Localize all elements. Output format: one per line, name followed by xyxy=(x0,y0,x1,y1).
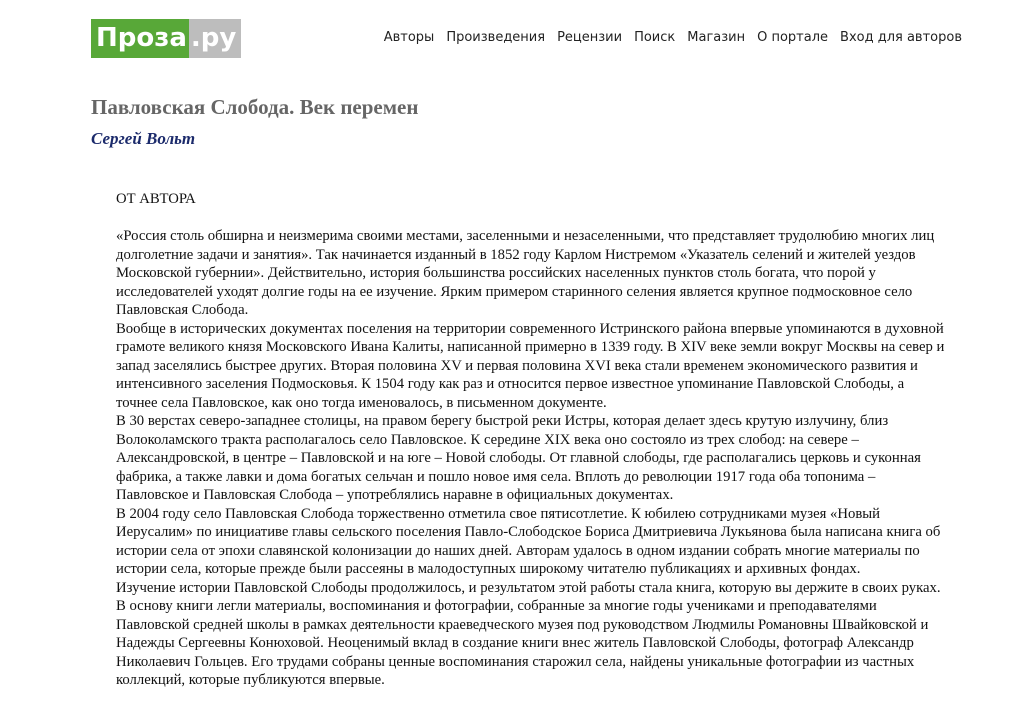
logo-main-text: Проза xyxy=(91,19,189,58)
author-link[interactable]: Сергей Вольт xyxy=(91,129,196,148)
text-heading: ОТ АВТОРА xyxy=(116,191,196,207)
work-text xyxy=(116,190,948,690)
text-paragraph: Вообще в исторических документах поселения на территории современного Истринского района впервые упоминаются в духовной грамоте великого князя Московского Ивана Калиты, написанной примерно в 1339 году. В XIV веке земли вокруг Москвы на север и запад заселялись быстрее других. Вторая половина XV и первая половина XVI века стали временем экономического развития и интенсивного заселения Подмосковья. К 1504 году как раз и относится первое известное упоминание Павловской Слободы, а точнее села Павловское, как оно тогда именовалось, в письменном документе. xyxy=(116,320,945,411)
nav-reviews[interactable]: Рецензии xyxy=(557,30,623,45)
nav-shop[interactable]: Магазин xyxy=(687,30,746,45)
text-paragraph: В основу книги легли материалы, воспоминания и фотографии, собранные за многие годы учениками и преподавателями Павловской средней школы в рамках деятельности краеведческого музея под руководством Людмилы Романовны Швайковской и Надежды Сергеевны Конюховой. Неоценимый вклад в создание книги внес житель Павловской Слободы, фотограф Александр Николаевич Гольцев. Его трудами собраны ценные воспоминания старожил села, найдены уникальные фотографии из частных коллекций, которые публикуются впервые. xyxy=(116,598,929,688)
site-header xyxy=(0,0,1036,60)
text-paragraph: Изучение истории Павловской Слободы продолжилось, и результатом этой работы стала книга, которую вы держите в своих руках. xyxy=(116,579,941,596)
text-paragraph: «Россия столь обширна и неизмерима своими местами, заселенными и незаселенными, что представляет трудолюбию многих лиц долголетние задачи и занятия». Так начинается изданный в 1852 году Карлом Нистремом «Указатель селений и жителей уездов Московской губернии». Действительно, история большинства российских населенных пунктов столь богата, что порой у исследователей уходят долгие годы на ее изучение. Ярким примером старинного селения является крупное подмосковное село Павловская Слобода. xyxy=(116,228,935,318)
work-title: Павловская Слобода. Век перемен xyxy=(91,95,419,119)
text-paragraph: В 30 верстах северо-западнее столицы, на правом берегу быстрой реки Истры, которая делает здесь крутую излучину, близ Волоколамского тракта располагалось село Павловское. К середине XIX века оно состояло из трех слобод: на севере – Александровской, в центре – Павловской и на юге – Новой слободы. От главной слободы, где располагались церковь и суконная фабрика, а также лавки и дома богатых сельчан и пошло новое имя села. Вплоть до революции 1917 года оба топонима – Павловское и Павловская Слобода – употреблялись наравне в официальных документах. xyxy=(116,413,921,503)
nav-login[interactable]: Вход для авторов xyxy=(840,30,962,45)
nav-authors[interactable]: Авторы xyxy=(383,30,435,45)
text-paragraph: В 2004 году село Павловская Слобода торжественно отметила свое пятисотлетие. К юбилею сотрудниками музея «Новый Иерусалим» по инициативе главы сельского поселения Павло-Слободское Бориса Дмитриевича Лукьянова была написана книга об истории села от эпохи славянской колонизации до наших дней. Авторам удалось в одном издании собрать многие материалы по истории села, которые прежде были рассеяны в малодоступных широкому читателю публикациях и архивных фондах. xyxy=(116,505,941,577)
nav-search[interactable]: Поиск xyxy=(634,30,676,45)
logo-domain-text: .ру xyxy=(189,19,241,58)
nav-works[interactable]: Произведения xyxy=(446,30,546,45)
main-nav xyxy=(384,30,962,46)
nav-about[interactable]: О портале xyxy=(757,30,829,45)
site-logo[interactable] xyxy=(91,19,241,58)
